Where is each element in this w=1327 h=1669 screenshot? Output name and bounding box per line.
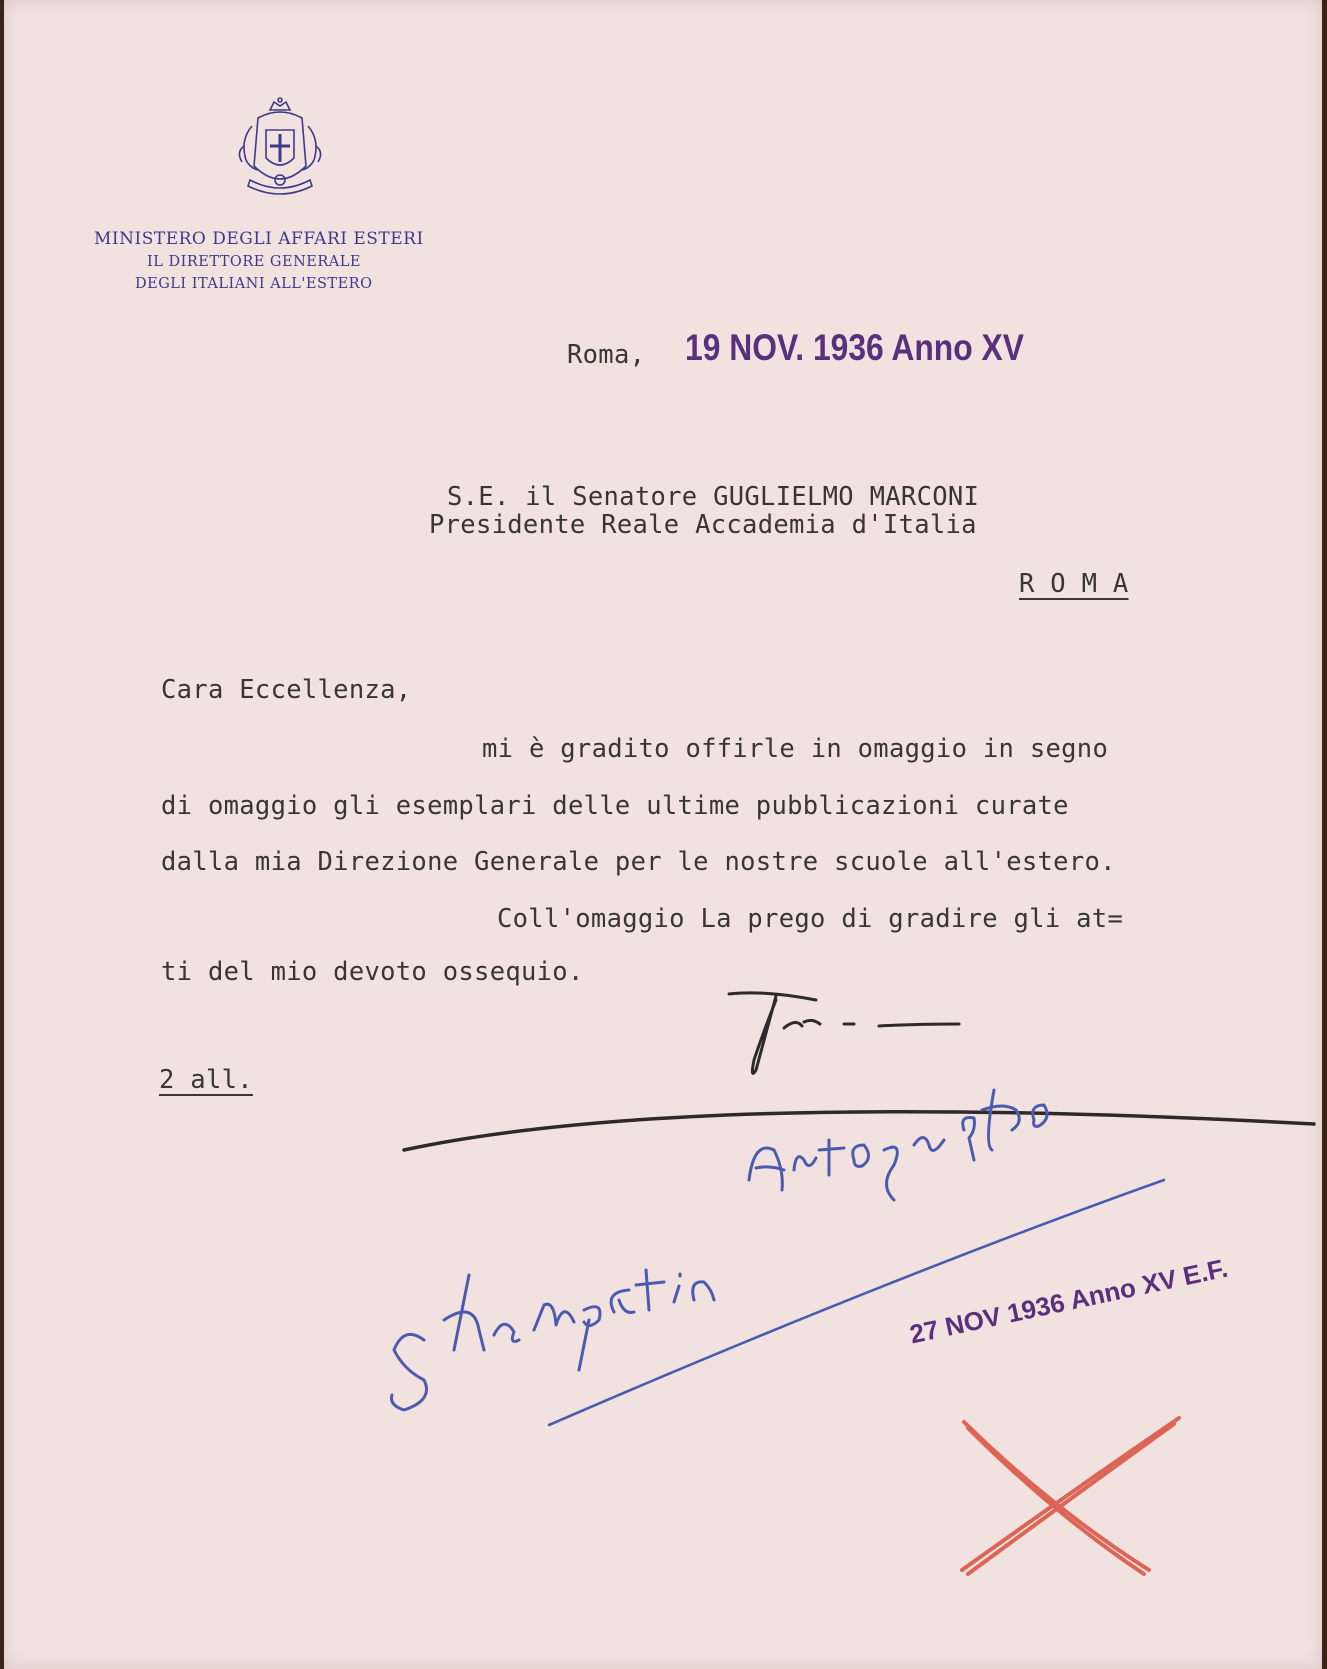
coat-of-arms-icon — [230, 96, 330, 204]
salutation: Cara Eccellenza, — [161, 675, 412, 705]
red-cross-mark-icon — [954, 1410, 1184, 1580]
paragraph-1-line-3: dalla mia Direzione Generale per le nostre scuole all'estero. — [161, 847, 1116, 877]
recipient-city: R O M A — [1019, 569, 1129, 599]
paragraph-2-line-2: ti del mio devoto ossequio. — [161, 957, 584, 987]
letterhead-office-line-1: IL DIRETTORE GENERALE — [147, 254, 361, 270]
received-stamp: 27 NOV 1936 Anno XV E.F. — [907, 1252, 1231, 1350]
paragraph-1-line-2: di omaggio gli esemplari delle ultime pubblicazioni curate — [161, 791, 1069, 821]
date-place: Roma, — [567, 340, 646, 370]
letter-sheet — [4, 0, 1322, 1669]
letterhead-ministry: MINISTERO DEGLI AFFARI ESTERI — [94, 229, 424, 249]
enclosures-note: 2 all. — [159, 1065, 253, 1095]
paragraph-1-line-1: mi è gradito offirle in omaggio in segno — [482, 734, 1109, 764]
paragraph-2-line-1: Coll'omaggio La prego di gradire gli at= — [497, 904, 1124, 934]
recipient-line-1: S.E. il Senatore GUGLIELMO MARCONI — [447, 482, 980, 512]
recipient-line-2: Presidente Reale Accademia d'Italia — [429, 510, 977, 540]
date-stamp: 19 NOV. 1936 Anno XV — [685, 327, 1024, 368]
letterhead-office-line-2: DEGLI ITALIANI ALL'ESTERO — [135, 276, 373, 292]
